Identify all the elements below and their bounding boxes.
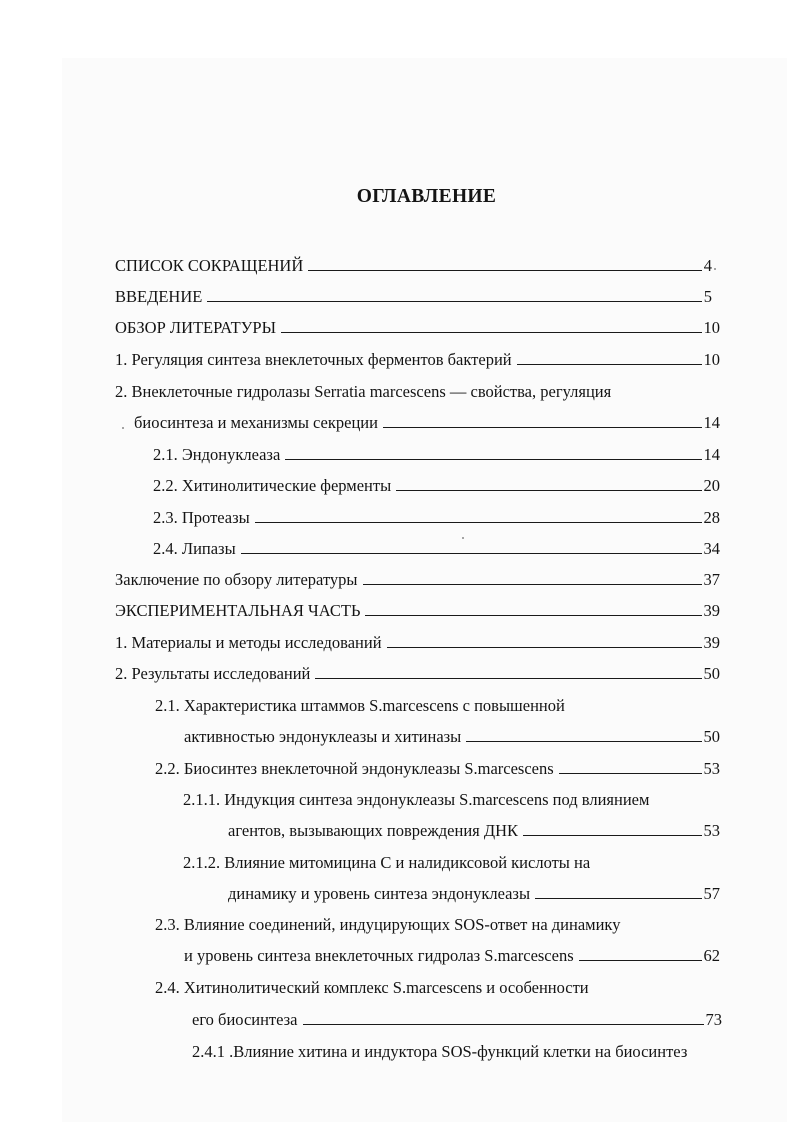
- toc-entry-intro[interactable]: [115, 285, 712, 309]
- toc-entry-experimental-2-4-line1[interactable]: 2.4. Хитинолитический комплекс S.marcescens и особенности: [155, 978, 589, 997]
- toc-leader-line: [387, 631, 702, 648]
- toc-leader-line: [281, 316, 702, 333]
- toc-leader-line: [285, 443, 701, 460]
- toc-leader-line: [383, 411, 702, 428]
- toc-leader-line: [207, 285, 701, 302]
- toc-page-number: 57: [703, 884, 720, 903]
- toc-page-number: 10: [703, 350, 720, 369]
- toc-page-number: 4: [703, 256, 712, 275]
- toc-entry-title: 2.4. Липазы: [153, 539, 236, 558]
- toc-page-number: 50: [703, 664, 720, 683]
- toc-entry-experimental-1[interactable]: [115, 631, 720, 655]
- toc-entry-experimental-2-4[interactable]: [192, 1008, 722, 1032]
- toc-entry-review-2-2[interactable]: [153, 474, 720, 498]
- toc-entry-experimental-2-2[interactable]: [155, 757, 720, 781]
- toc-leader-line: [365, 599, 701, 616]
- toc-entry-title: активностью эндонуклеазы и хитиназы: [184, 727, 462, 746]
- toc-page-number: 53: [703, 759, 720, 778]
- toc-leader-line: [363, 568, 702, 585]
- toc-entry-review-1[interactable]: [115, 348, 720, 372]
- toc-page-number: 62: [703, 946, 720, 965]
- toc-leader-line: [315, 662, 701, 679]
- toc-entry-title: его биосинтеза: [192, 1010, 298, 1029]
- toc-entry-review-2-1[interactable]: [153, 443, 720, 467]
- toc-entry-title: 1. Материалы и методы исследований: [115, 633, 382, 652]
- toc-entry-title: СПИСОК СОКРАЩЕНИЙ: [115, 256, 304, 275]
- toc-entry-experimental-2-1-line1[interactable]: 2.1. Характеристика штаммов S.marcescens с повышенной: [155, 696, 565, 715]
- toc-page-number: 10: [703, 318, 720, 337]
- toc-entry-review[interactable]: [115, 316, 720, 340]
- toc-entry-experimental-2-2-1-line1[interactable]: 2.1.1. Индукция синтеза эндонуклеазы S.marcescens под влиянием: [183, 790, 650, 809]
- toc-entry-title: биосинтеза и механизмы секреции: [134, 413, 378, 432]
- toc-page-number: 14: [703, 413, 720, 432]
- toc-entry-title: ВВЕДЕНИЕ: [115, 287, 203, 306]
- toc-leader-line: [255, 506, 702, 523]
- toc-entry-title: 2. Результаты исследований: [115, 664, 311, 683]
- toc-entry-experimental-2[interactable]: [115, 662, 720, 686]
- toc-entry-abbrev[interactable]: [115, 254, 712, 278]
- toc-entry-experimental-2-2-1[interactable]: [228, 819, 720, 843]
- toc-page-number: 34: [703, 539, 720, 558]
- toc-entry-review-2-line1[interactable]: 2. Внеклеточные гидролазы Serratia marcescens — свойства, регуляция: [115, 382, 612, 401]
- scan-speck: [714, 268, 716, 270]
- toc-entry-title: и уровень синтеза внеклеточных гидролаз S.marcescens: [184, 946, 574, 965]
- toc-leader-line: [523, 819, 701, 836]
- toc-entry-title: 2.3. Протеазы: [153, 508, 250, 527]
- toc-entry-title: 2.2. Хитинолитические ферменты: [153, 476, 392, 495]
- toc-entry-review-2-3[interactable]: [153, 506, 720, 530]
- toc-page-number: 5: [703, 287, 712, 306]
- page-title: ОГЛАВЛЕНИЕ: [356, 186, 497, 207]
- toc-entry-title: ОБЗОР ЛИТЕРАТУРЫ: [115, 318, 276, 337]
- toc-entry-title: 1. Регуляция синтеза внеклеточных ферментов бактерий: [115, 350, 512, 369]
- toc-entry-experimental-2-3[interactable]: [184, 944, 720, 968]
- toc-entry-experimental-2-2-2[interactable]: [228, 882, 720, 906]
- toc-leader-line: [241, 537, 702, 554]
- scan-speck: [462, 537, 464, 539]
- toc-page-number: 39: [703, 601, 720, 620]
- toc-entry-experimental[interactable]: [115, 599, 720, 623]
- toc-entry-experimental-2-4-1[interactable]: 2.4.1 .Влияние хитина и индуктора SOS-функций клетки на биосинтез: [192, 1042, 688, 1061]
- toc-entry-title: динамику и уровень синтеза эндонуклеазы: [228, 884, 531, 903]
- toc-page-number: 53: [703, 821, 720, 840]
- toc-leader-line: [396, 474, 701, 491]
- toc-entry-title: ЭКСПЕРИМЕНТАЛЬНАЯ ЧАСТЬ: [115, 601, 361, 620]
- scan-speck: [122, 427, 124, 429]
- toc-leader-line: [303, 1008, 704, 1025]
- toc-leader-line: [517, 348, 702, 365]
- toc-entry-title: агентов, вызывающих повреждения ДНК: [228, 821, 519, 840]
- toc-page-number: 50: [703, 727, 720, 746]
- toc-entry-conclusion[interactable]: [115, 568, 720, 592]
- toc-entry-experimental-2-1[interactable]: [184, 725, 720, 749]
- toc-entry-review-2-4[interactable]: [153, 537, 720, 561]
- toc-entry-review-2[interactable]: [134, 411, 720, 435]
- toc-leader-line: [579, 944, 702, 961]
- toc-entry-experimental-2-2-2-line1[interactable]: 2.1.2. Влияние митомицина С и налидиксовой кислоты на: [183, 853, 591, 872]
- toc-entry-title: 2.1. Эндонуклеаза: [153, 445, 281, 464]
- toc-page-number: 73: [705, 1010, 722, 1029]
- toc-entry-title: Заключение по обзору литературы: [115, 570, 358, 589]
- toc-page-number: 39: [703, 633, 720, 652]
- toc-entry-title: 2.2. Биосинтез внеклеточной эндонуклеазы S.marcescens: [155, 759, 554, 778]
- toc-page-number: 37: [703, 570, 720, 589]
- toc-entry-experimental-2-3-line1[interactable]: 2.3. Влияние соединений, индуцирующих SOS-ответ на динамику: [155, 915, 621, 934]
- toc-page-number: 28: [703, 508, 720, 527]
- toc-leader-line: [466, 725, 701, 742]
- toc-page-number: 20: [703, 476, 720, 495]
- toc-leader-line: [559, 757, 702, 774]
- toc-page-number: 14: [703, 445, 720, 464]
- toc-leader-line: [308, 254, 701, 271]
- toc-leader-line: [535, 882, 701, 899]
